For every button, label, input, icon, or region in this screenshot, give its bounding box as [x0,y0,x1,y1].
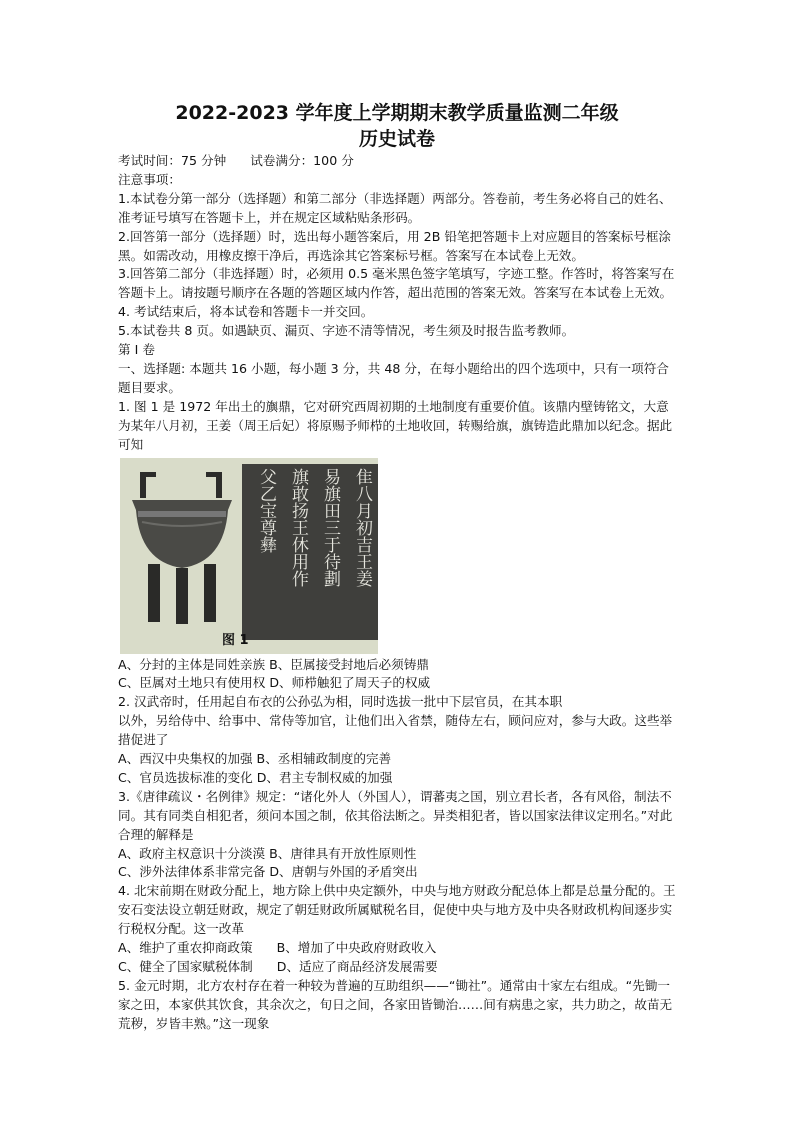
inscription-rubbing [242,464,378,640]
note-item: 4. 考试结束后，将本试卷和答题卡一并交回。 [118,304,374,320]
figure-1 [120,458,378,654]
inscription-column: 隹八月初吉王姜 [352,467,372,587]
question-option-row: C、涉外法律体系非常完备 D、唐朝与外国的矛盾突出 [118,864,418,880]
question-option-row: A、分封的主体是同姓亲族 B、臣属接受封地后必须铸鼎 [118,656,429,672]
inscription-column: 父乙宝尊彝 [256,467,276,553]
note-item: 1.本试卷分第一部分（选择题）和第二部分（非选择题）两部分。答卷前，考生务必将自己的姓名、准考证号填写在答题卡上，并在规定区域粘贴条形码。 [118,190,672,225]
note-item: 3.回答第二部分（非选择题）时，必须用 0.5 毫米黑色签字笔填写，字迹工整。作答时，将答案写在答题卡上。请按题号顺序在各题的答题区域内作答，超出范围的答案无效。答案写在本试卷上无效。 [118,266,675,301]
question-option-row: C、官员选拔标准的变化 D、君主专制权威的加强 [118,769,393,785]
question-option-row: A、西汉中央集权的加强 B、丞相辅政制度的完善 [118,751,392,767]
section-part: 第 I 卷 [118,342,155,358]
inscription-column: 旗敢扬王休用作 [288,467,308,587]
inscription-column: 易旗田三于待劃 [320,467,340,587]
question-5-stem: 5. 金元时期，北方农村存在着一种较为普遍的互助组织——“锄社”。通常由十家左右组成。“先锄一家之田，本家供其饮食，其余次之，旬日之间，各家田皆锄治……间有病患之家，共力助之，故苗无荒秽，岁皆丰熟。”这一现象 [118,977,673,1031]
exam-subject: 历史试卷 [358,128,435,150]
exam-content [118,152,678,1034]
bronze-ding-image [126,470,238,626]
question-2-stem-cont: 以外，另给侍中、给事中、常侍等加官，让他们出入省禁，随侍左右，顾问应对，参与大政。这些举措促进了 [118,713,673,748]
note-item: 2.回答第一部分（选择题）时，选出每小题答案后，用 2B 铅笔把答题卡上对应题目的答案标号框涂黑。如需改动，用橡皮擦干净后，再选涂其它答案标号框。答案写在本试卷上无效。 [118,228,672,263]
question-1-stem: 1. 图 1 是 1972 年出土的旟鼎，它对研究西周初期的土地制度有重要价值。该鼎内壁铸铭文，大意为某年八月初，王姜（周王后妃）将原赐予师栉的土地收回，转赐给旗，旗铸造此鼎加以纪念。据此可知 [118,398,673,452]
section-instruction: 一、选择题: 本题共 16 小题，每小题 3 分，共 48 分，在每小题给出的四个选项中，只有一项符合题目要求。 [118,360,669,395]
notes-heading: 注意事项： [118,171,181,187]
question-4-stem: 4. 北宋前期在财政分配上，地方除上供中央定额外，中央与地方财政分配总体上都是总量分配的。王安石变法设立朝廷财政，规定了朝廷财政所属赋税名目，促使中央与地方及中央各财政机构间逐步实行税权分配。这一改革 [118,883,676,937]
question-option-row: A、政府主权意识十分淡漠 B、唐律具有开放性原则性 [118,845,417,861]
question-3-stem: 3.《唐律疏议・名例律》规定：“诸化外人（外国人），谓蕃夷之国，别立君长者，各有风俗，制法不同。其有同类自相犯者，须问本国之制，依其俗法断之。异类相犯者，皆以国家法律议定刑名。”对此合理的解释是 [118,788,673,842]
exam-meta: 考试时间：75 分钟 试卷满分：100 分 [118,153,354,168]
question-option-row: C、健全了国家赋税体制 D、适应了商品经济发展需要 [118,959,438,974]
question-option-row: C、臣属对土地只有使用权 D、师栉触犯了周天子的权威 [118,675,431,691]
exam-title: 2022-2023 学年度上学期期末教学质量监测二年级 [175,102,619,124]
question-option-row: A、维护了重农抑商政策 B、增加了中央政府财政收入 [118,940,437,956]
figure-caption: 图 1 [222,632,249,648]
question-2-stem: 2. 汉武帝时，任用起自布衣的公孙弘为相，同时选拔一批中下层官员，在其本职 [118,694,563,710]
note-item: 5.本试卷共 8 页。如遇缺页、漏页、字迹不清等情况，考生须及时报告监考教师。 [118,323,575,339]
